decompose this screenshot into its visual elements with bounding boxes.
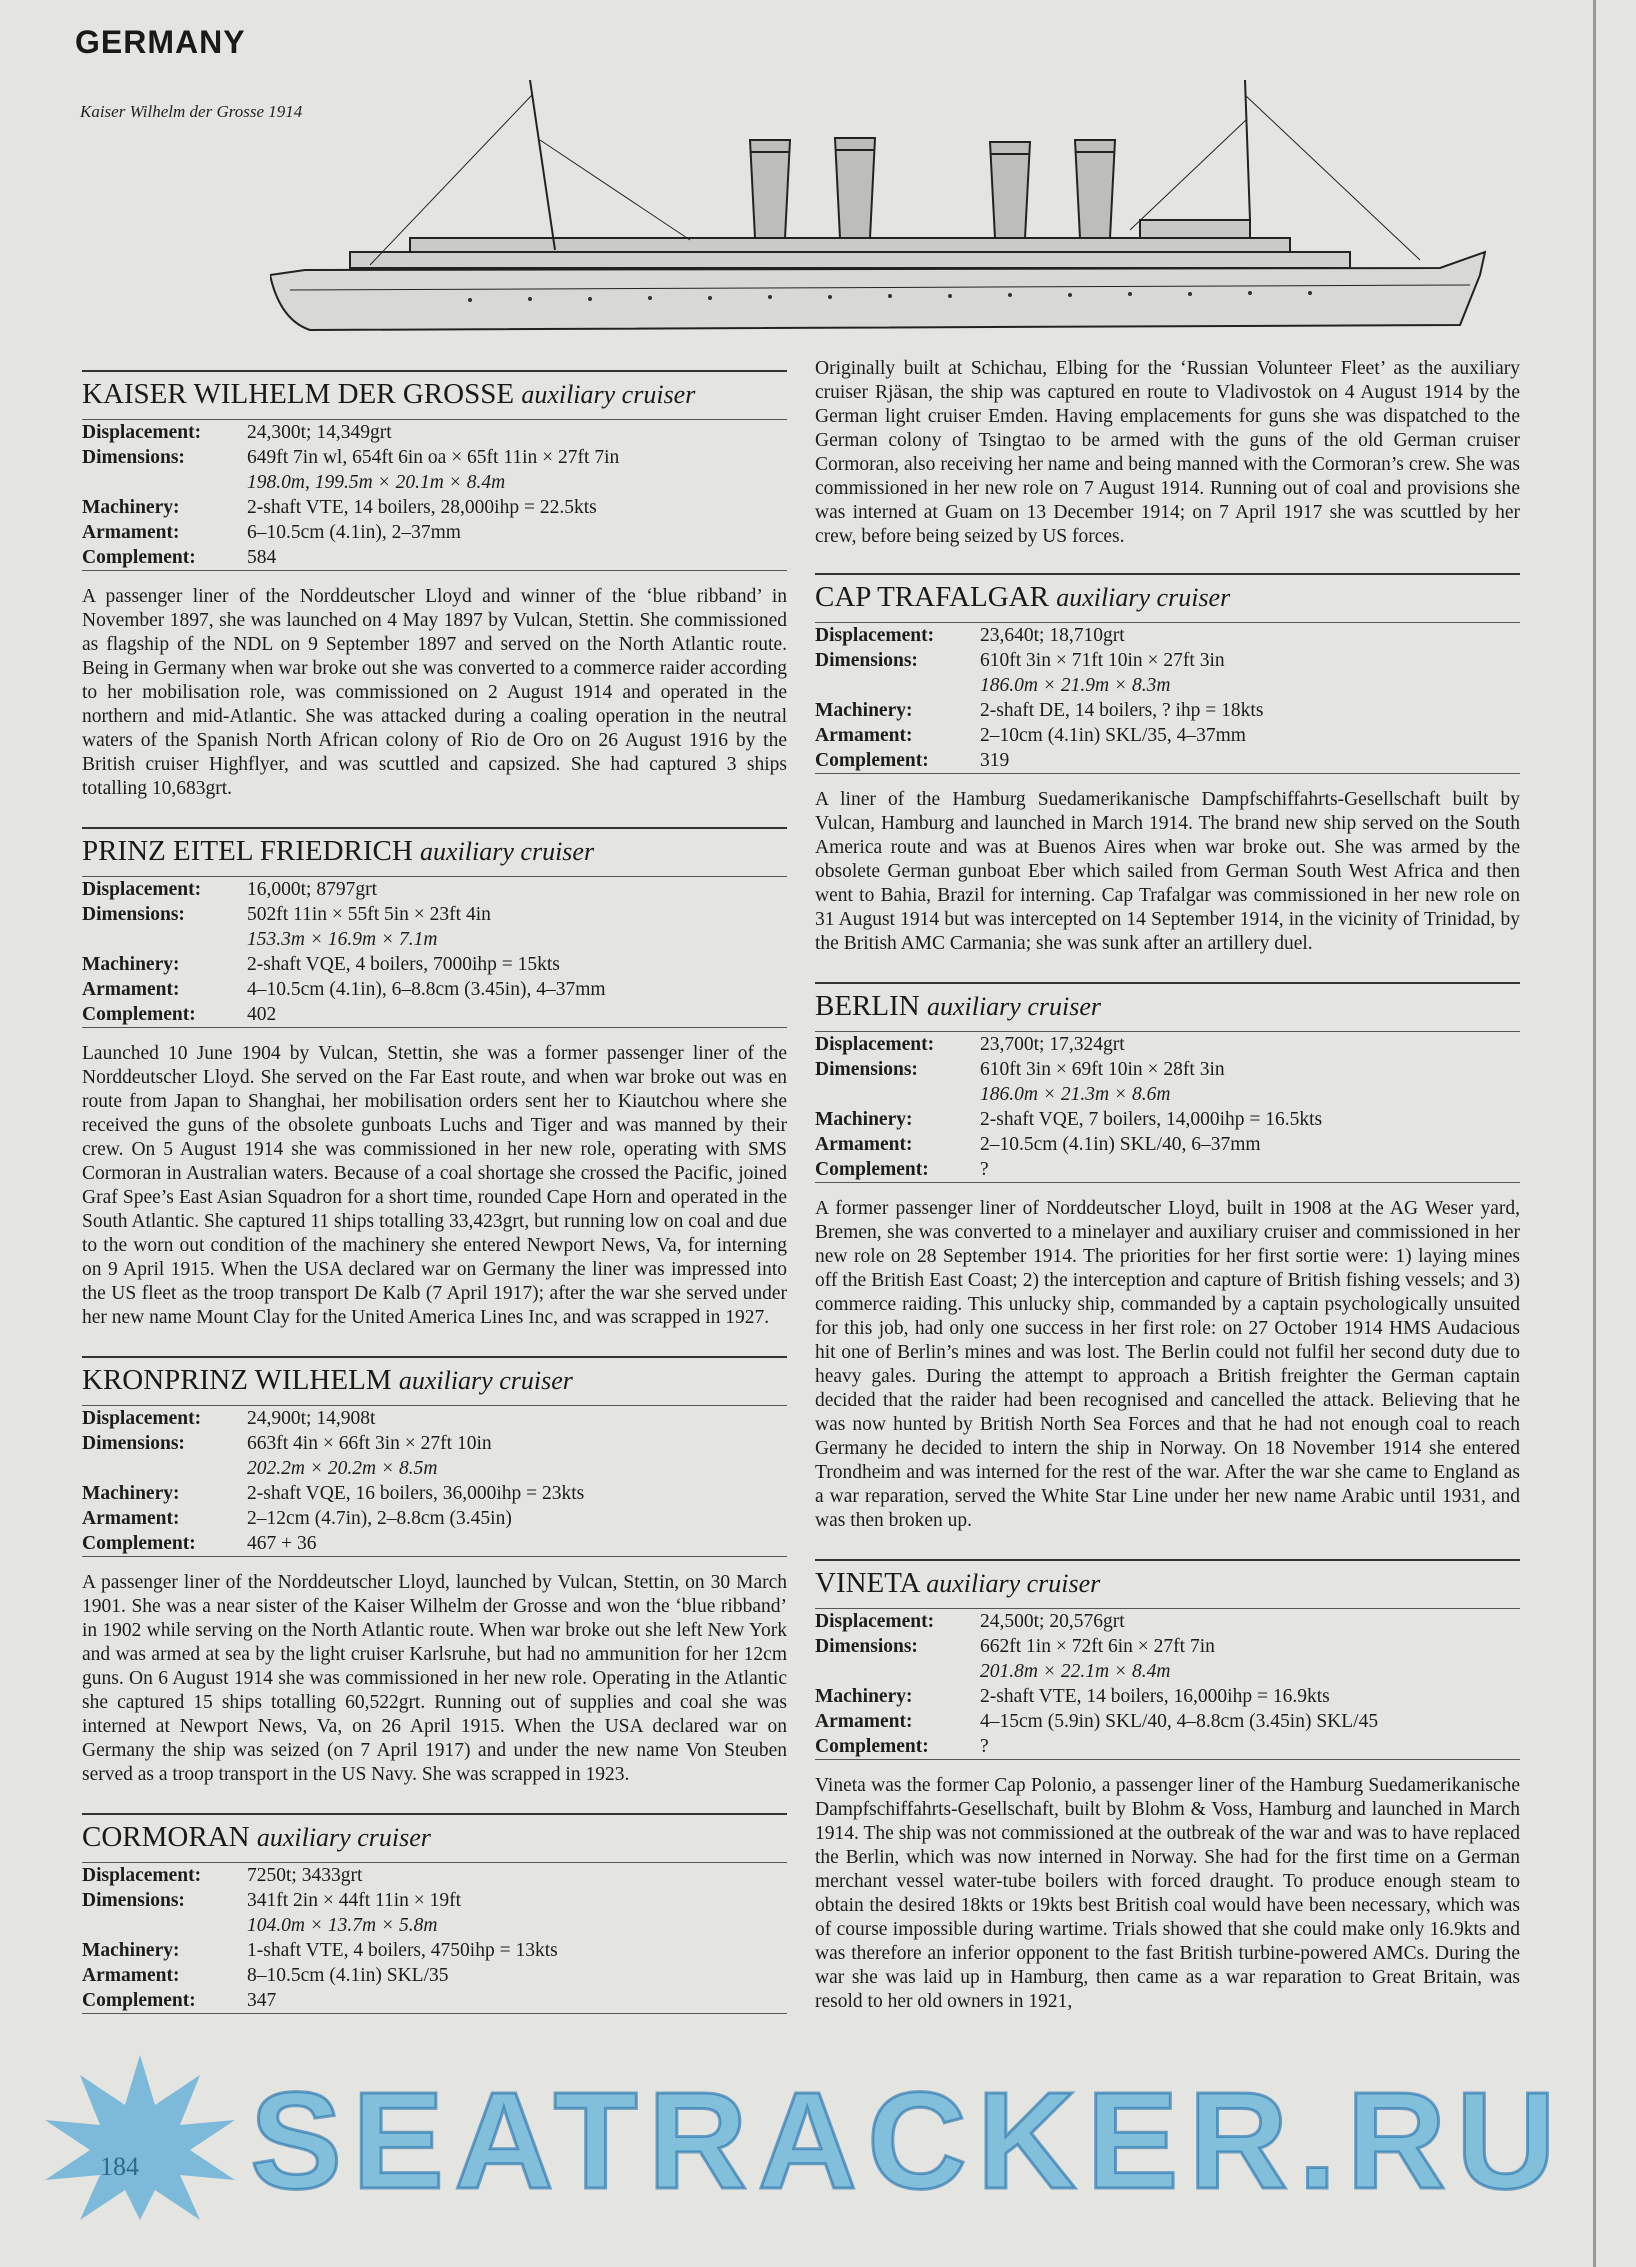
spec-label: Dimensions: bbox=[815, 1059, 918, 1080]
spec-label: Armament: bbox=[815, 725, 913, 746]
spec-dimensions bbox=[247, 1431, 787, 1481]
spec-label: Dimensions: bbox=[82, 904, 185, 925]
spec-label: Armament: bbox=[82, 522, 180, 543]
ship-heading bbox=[82, 827, 787, 870]
spec-label: Displacement: bbox=[82, 879, 202, 900]
spec-label: Dimensions: bbox=[82, 1433, 185, 1454]
ship-type: auxiliary cruiser bbox=[1056, 583, 1231, 612]
spec-armament: 4–15cm (5.9in) SKL/40, 4–8.8cm (3.45in) SKL/45 bbox=[980, 1711, 1379, 1732]
spec-machinery: 2-shaft VQE, 4 boilers, 7000ihp = 15kts bbox=[247, 954, 560, 975]
ship-entry-kaiser-wilhelm-der-grosse bbox=[82, 370, 787, 801]
spec-armament: 8–10.5cm (4.1in) SKL/35 bbox=[247, 1965, 449, 1986]
ship-name: KRONPRINZ WILHELM bbox=[82, 1364, 392, 1396]
spec-armament: 2–12cm (4.7in), 2–8.8cm (3.45in) bbox=[247, 1508, 512, 1529]
ship-description: Vineta was the former Cap Polonio, a passenger liner of the Hamburg Suedamerikanische Dampfschiffahrts-Gesellschaft, built by Blohm & Voss, Hamburg and launched in March 1914. The ship was not commissioned at the outbreak of the war and was to have replaced the Berlin, which was now interned in Norway. She had for the first time on a German merchant vessel water-tube boilers with forced draught. To produce enough steam to obtain the desired 18kts or 19kts best British coal would have been necessary, which was of course impossible during wartime. Trials showed that she could make only 16.9kts and was therefore an inferior opponent to the fast British turbine-powered AMCs. During the war she was laid up in Hamburg, then came as a war reparation to Great Britain, was resold to her old owners in 1921, bbox=[815, 1775, 1520, 2012]
spec-table bbox=[815, 622, 1520, 774]
spec-label: Complement: bbox=[815, 1159, 929, 1180]
spec-table bbox=[82, 1862, 787, 2014]
ship-type: auxiliary cruiser bbox=[521, 380, 696, 409]
spec-dimensions bbox=[247, 445, 787, 495]
spec-table bbox=[82, 419, 787, 571]
ship-name: CAP TRAFALGAR bbox=[815, 581, 1049, 613]
spec-label: Machinery: bbox=[815, 1686, 913, 1707]
spec-dimensions bbox=[980, 1057, 1520, 1107]
ship-name: CORMORAN bbox=[82, 1821, 250, 1853]
ship-heading bbox=[815, 573, 1520, 616]
dimensions-metric: 201.8m × 22.1m × 8.4m bbox=[980, 1661, 1171, 1682]
spec-label: Dimensions: bbox=[82, 447, 185, 468]
ship-name: PRINZ EITEL FRIEDRICH bbox=[82, 835, 413, 867]
spec-dimensions bbox=[247, 1888, 787, 1938]
dimensions-imperial: 341ft 2in × 44ft 11in × 19ft bbox=[247, 1890, 462, 1911]
ship-description: Launched 10 June 1904 by Vulcan, Stettin, she was a former passenger liner of the Norddeutscher Lloyd. She served on the Far East route, and when war broke out was en route from Japan to Shanghai, her mobilisation orders sent her to Kiautchou where she received the guns of the obsolete gunboats Luchs and Tiger and was manned by their crew. On 5 August 1914 she was commissioned in her new role, operating with SMS Cormoran in Australian waters. Because of a coal shortage she crossed the Pacific, joined Graf Spee’s East Asian Squadron for a short time, rounded Cape Horn and operated in the South Atlantic. She captured 11 ships totalling 33,423grt, but running low on coal and due to the worn out condition of the machinery she entered Newport News, Va, for interning on 9 April 1915. When the USA declared war on Germany the liner was impressed into the US fleet as the troop transport De Kalb (7 April 1917); after the war she served under her new name Mount Clay for the United America Lines Inc, and was scrapped in 1927. bbox=[82, 1043, 787, 1328]
left-column bbox=[82, 370, 787, 2040]
spec-label: Complement: bbox=[815, 750, 929, 771]
page-edge bbox=[1593, 0, 1596, 2267]
spec-dimensions bbox=[247, 902, 787, 952]
ship-profile-drawing bbox=[270, 80, 1500, 340]
spec-armament: 6–10.5cm (4.1in), 2–37mm bbox=[247, 522, 461, 543]
ship-description: A passenger liner of the Norddeutscher Lloyd and winner of the ‘blue ribband’ in November 1897, she was launched on 4 May 1897 by Vulcan, Stettin. She commissioned as flagship of the NDL on 9 September 1897 and served on the North Atlantic route. Being in Germany when war broke out she was converted to a commerce raider according to her mobilisation role, was commissioned on 2 August 1914 and operated in the northern and mid-Atlantic. She was attacked during a coaling operation in the neutral waters of the Spanish North African colony of Rio de Oro on 26 August 1916 by the British cruiser Highflyer, and was scuttled and capsized. She had captured 3 ships totalling 10,683grt. bbox=[82, 586, 787, 799]
dimensions-imperial: 502ft 11in × 55ft 5in × 23ft 4in bbox=[247, 904, 491, 925]
spec-machinery: 2-shaft VTE, 14 boilers, 28,000ihp = 22.5kts bbox=[247, 497, 597, 518]
spec-label: Machinery: bbox=[82, 1940, 180, 1961]
spec-machinery: 2-shaft VQE, 7 boilers, 14,000ihp = 16.5kts bbox=[980, 1109, 1323, 1130]
spec-table bbox=[82, 1405, 787, 1557]
ship-heading bbox=[815, 1559, 1520, 1602]
spec-label: Complement: bbox=[82, 1533, 196, 1554]
spec-label: Displacement: bbox=[815, 1611, 935, 1632]
spec-displacement: 24,500t; 20,576grt bbox=[980, 1611, 1125, 1632]
spec-label: Displacement: bbox=[815, 1034, 935, 1055]
spec-table bbox=[82, 876, 787, 1028]
dimensions-metric: 104.0m × 13.7m × 5.8m bbox=[247, 1915, 438, 1936]
spec-displacement: 7250t; 3433grt bbox=[247, 1865, 363, 1886]
dimensions-imperial: 610ft 3in × 69ft 10in × 28ft 3in bbox=[980, 1059, 1225, 1080]
ship-entry-vineta bbox=[815, 1559, 1520, 2014]
ship-description: A former passenger liner of Norddeutscher Lloyd, built in 1908 at the AG Weser yard, Bremen, she was converted to a minelayer and auxiliary cruiser and commissioned in her new role on 28 September 1914. The priorities for her first sortie were: 1) laying mines off the British East Coast; 2) the interception and capture of British fishing vessels; and 3) commerce raiding. This unlucky ship, commanded by a captain psychologically unsuited for this job, had only one success in her first role: on 27 October 1914 HMS Audacious hit one of Berlin’s mines and was lost. The Berlin could not fulfil her second duty due to heavy gales. During the attempt to approach a British freighter the German captain decided that the raider had been recognised and cancelled the attack. Believing that he was now hunted by British North Sea Forces and that he had not enough coal to reach Germany he decided to intern the ship in Norway. On 18 November 1914 she entered Trondheim and was interned for the rest of the war. After the war she came to England as a war reparation, served the White Star Line under her new name Arabic until 1931, and was then broken up. bbox=[815, 1198, 1520, 1531]
ship-entry-cap-trafalgar bbox=[815, 573, 1520, 956]
spec-armament: 4–10.5cm (4.1in), 6–8.8cm (3.45in), 4–37mm bbox=[247, 979, 606, 1000]
dimensions-metric: 198.0m, 199.5m × 20.1m × 8.4m bbox=[247, 472, 506, 493]
spec-label: Displacement: bbox=[82, 422, 202, 443]
illustration-caption: Kaiser Wilhelm der Grosse 1914 bbox=[80, 102, 303, 121]
ship-entry-kronprinz-wilhelm bbox=[82, 1356, 787, 1787]
spec-label: Armament: bbox=[815, 1711, 913, 1732]
ship-heading bbox=[82, 370, 787, 413]
ship-name: VINETA bbox=[815, 1567, 919, 1599]
spec-label: Dimensions: bbox=[815, 650, 918, 671]
spec-armament: 2–10.5cm (4.1in) SKL/40, 6–37mm bbox=[980, 1134, 1261, 1155]
ship-type: auxiliary cruiser bbox=[256, 1823, 431, 1852]
ship-type: auxiliary cruiser bbox=[926, 992, 1101, 1021]
dimensions-metric: 202.2m × 20.2m × 8.5m bbox=[247, 1458, 438, 1479]
ship-name: BERLIN bbox=[815, 990, 920, 1022]
dimensions-metric: 186.0m × 21.9m × 8.3m bbox=[980, 675, 1171, 696]
spec-armament: 2–10cm (4.1in) SKL/35, 4–37mm bbox=[980, 725, 1246, 746]
ship-heading bbox=[82, 1813, 787, 1856]
spec-machinery: 2-shaft VQE, 16 boilers, 36,000ihp = 23kts bbox=[247, 1483, 585, 1504]
spec-dimensions bbox=[980, 1634, 1520, 1684]
spec-complement: 584 bbox=[247, 547, 277, 568]
ship-heading bbox=[815, 982, 1520, 1025]
spec-complement: ? bbox=[980, 1159, 989, 1180]
spec-label: Machinery: bbox=[815, 1109, 913, 1130]
spec-label: Armament: bbox=[82, 979, 180, 1000]
dimensions-imperial: 610ft 3in × 71ft 10in × 27ft 3in bbox=[980, 650, 1225, 671]
spec-label: Displacement: bbox=[815, 625, 935, 646]
spec-displacement: 23,700t; 17,324grt bbox=[980, 1034, 1125, 1055]
spec-displacement: 23,640t; 18,710grt bbox=[980, 625, 1125, 646]
ship-type: auxiliary cruiser bbox=[398, 1366, 573, 1395]
spec-label: Dimensions: bbox=[815, 1636, 918, 1657]
spec-machinery: 2-shaft VTE, 14 boilers, 16,000ihp = 16.9kts bbox=[980, 1686, 1330, 1707]
spec-label: Dimensions: bbox=[82, 1890, 185, 1911]
right-column bbox=[815, 357, 1520, 2040]
spec-label: Armament: bbox=[82, 1508, 180, 1529]
dimensions-metric: 153.3m × 16.9m × 7.1m bbox=[247, 929, 438, 950]
spec-label: Machinery: bbox=[82, 497, 180, 518]
ship-entry-berlin bbox=[815, 982, 1520, 1533]
ship-description: A liner of the Hamburg Suedamerikanische Dampfschiffahrts-Gesellschaft built by Vulcan, Hamburg and launched in March 1914. The brand new ship served on the South America route and was at Buenos Aires when war broke out. She was armed by the obsolete German gunboat Eber which sailed from German South West Africa and then went to Bahia, Brazil for interning. Cap Trafalgar was commissioned in her new role on 31 August 1914 but was intercepted on 14 September 1914, in the vicinity of Trinidad, by the British AMC Carmania; she was sunk after an artillery duel. bbox=[815, 789, 1520, 954]
spec-machinery: 2-shaft DE, 14 boilers, ? ihp = 18kts bbox=[980, 700, 1264, 721]
spec-label: Armament: bbox=[815, 1134, 913, 1155]
page-header: GERMANY bbox=[75, 24, 246, 60]
spec-complement: 467 + 36 bbox=[247, 1533, 317, 1554]
spec-table bbox=[815, 1608, 1520, 1760]
spec-displacement: 24,900t; 14,908t bbox=[247, 1408, 376, 1429]
dimensions-imperial: 662ft 1in × 72ft 6in × 27ft 7in bbox=[980, 1636, 1215, 1657]
spec-displacement: 24,300t; 14,349grt bbox=[247, 422, 392, 443]
spec-label: Complement: bbox=[82, 547, 196, 568]
spec-complement: 319 bbox=[980, 750, 1010, 771]
ship-type: auxiliary cruiser bbox=[926, 1569, 1101, 1598]
dimensions-imperial: 649ft 7in wl, 654ft 6in oa × 65ft 11in × 27ft 7in bbox=[247, 447, 620, 468]
spec-label: Complement: bbox=[82, 1004, 196, 1025]
spec-label: Machinery: bbox=[82, 1483, 180, 1504]
dimensions-metric: 186.0m × 21.3m × 8.6m bbox=[980, 1084, 1171, 1105]
spec-label: Machinery: bbox=[815, 700, 913, 721]
spec-complement: 402 bbox=[247, 1004, 277, 1025]
spec-label: Displacement: bbox=[82, 1408, 202, 1429]
ship-description: A passenger liner of the Norddeutscher Lloyd, launched by Vulcan, Stettin, on 30 March 1901. She was a near sister of the Kaiser Wilhelm der Grosse and won the ‘blue ribband’ in 1902 while serving on the North Atlantic route. When war broke out she left New York and was armed at sea by the light cruiser Karlsruhe, but had no ammunition for her 12cm guns. On 6 August 1914 she was commissioned in her new role. Operating in the Atlantic she captured 15 ships totalling 60,522grt. Running out of supplies and coal she was interned at Newport News, Va, on 26 April 1915. When the USA declared war on Germany the ship was seized (on 7 April 1917) and under the new name Von Steuben served as a troop transport in the US Navy. She was scrapped in 1923. bbox=[82, 1572, 787, 1785]
spec-label: Armament: bbox=[82, 1965, 180, 1986]
spec-machinery: 1-shaft VTE, 4 boilers, 4750ihp = 13kts bbox=[247, 1940, 558, 1961]
spec-dimensions bbox=[980, 648, 1520, 698]
spec-complement: 347 bbox=[247, 1990, 277, 2011]
spec-displacement: 16,000t; 8797grt bbox=[247, 879, 377, 900]
spec-label: Complement: bbox=[815, 1736, 929, 1757]
ship-entry-cormoran bbox=[82, 1813, 787, 2014]
dimensions-imperial: 663ft 4in × 66ft 3in × 27ft 10in bbox=[247, 1433, 492, 1454]
ship-type: auxiliary cruiser bbox=[420, 837, 595, 866]
watermark-text: SEATRACKER.RU bbox=[250, 2064, 1566, 2218]
cormoran-description-continued: Originally built at Schichau, Elbing for the ‘Russian Volunteer Fleet’ as the auxiliary cruiser Rjäsan, the ship was captured en route to Vladivostok on 4 August 1914 by the German light cruiser Emden. Having emplacements for guns she was dispatched to the German colony of Tsingtao to be armed with the guns of the old German cruiser Cormoran, also receiving her name and being manned with the Cormoran’s crew. She was commissioned in her new role on 7 August 1914. Running out of coal and provisions she was interned at Guam on 13 December 1914; on 7 April 1917 she was scuttled by her crew, before being seized by US forces. bbox=[815, 358, 1520, 547]
spec-label: Complement: bbox=[82, 1990, 196, 2011]
ship-heading bbox=[82, 1356, 787, 1399]
ship-name: KAISER WILHELM DER GROSSE bbox=[82, 378, 515, 410]
ship-entry-prinz-eitel-friedrich bbox=[82, 827, 787, 1330]
spec-table bbox=[815, 1031, 1520, 1183]
spec-label: Displacement: bbox=[82, 1865, 202, 1886]
spec-label: Machinery: bbox=[82, 954, 180, 975]
spec-complement: ? bbox=[980, 1736, 989, 1757]
